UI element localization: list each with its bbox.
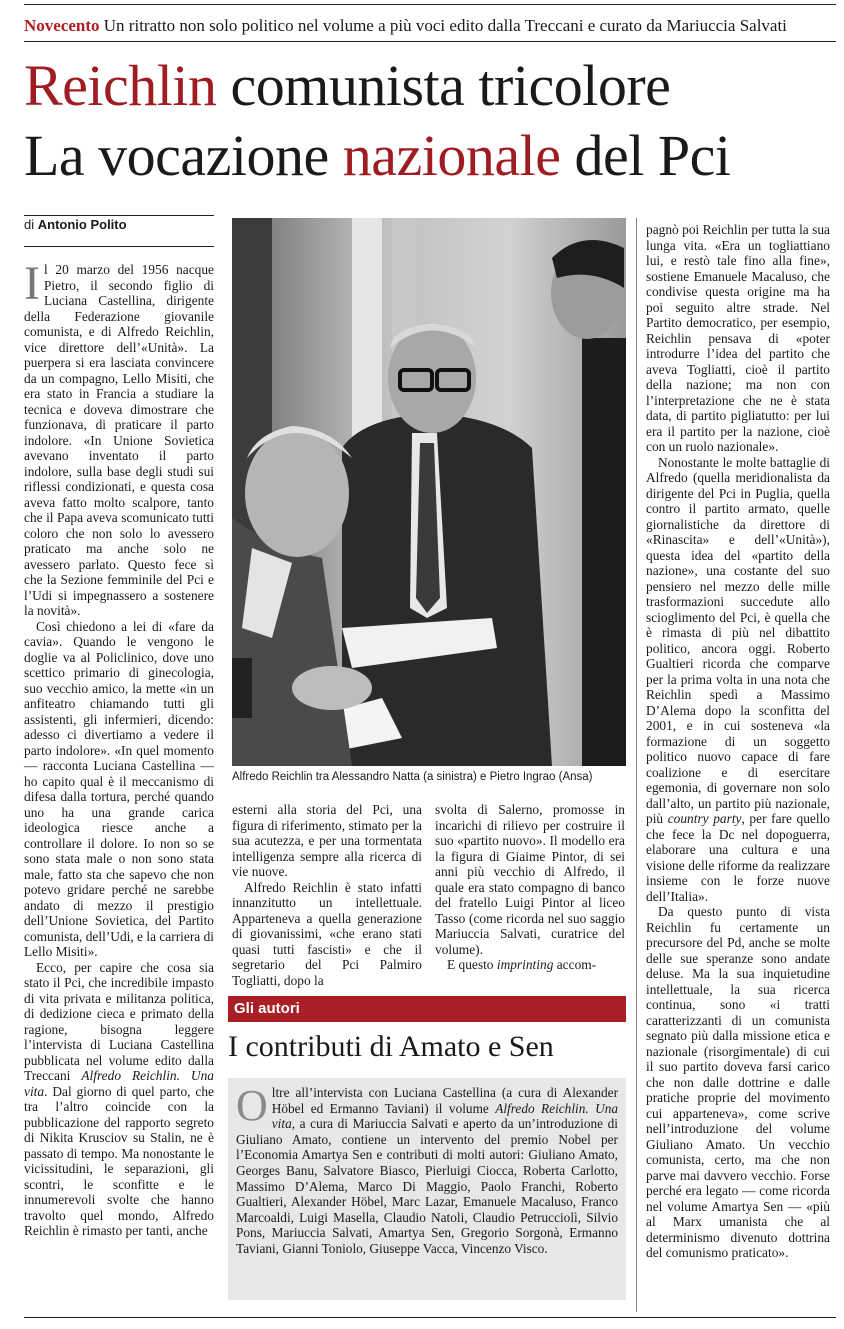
- sidebar-text-b: , a cura di Mariuccia Salvati e aperto da un’introduzione di Giuliano Amato, contiene un intervento del premio Nobel per l’Economia Amartya Sen e contributi di molti autori: Giuliano Amato, Georges Banu, Salvatore Biasco, Pierluigi Ciocca, Roberta Carlotto, Massimo D’Alema, Marco Di Maggio, Paolo Franchi, Roberto Gualtieri, Alexander Höbel, Marc Lazar, Emanuele Macaluso, Franco Marcoaldi, Luigi Masella, Claudio Natoli, Claudio Petrucciolì, Silvio Pons, Mariuccia Salvati, Amartya Sen, Gregorio Sorgonà, Ermanno Taviani, Gianni Toniolo, Giuseppe Vacca, Vincenzo Visco.: [236, 1116, 618, 1256]
- col4-paragraph-2a: Nonostante le molte battaglie di Alfredo (quella meridionalista da dirigente del Pci in Puglia, quella contro il partito armato, quelle giornalistiche da direttore di «Rinascita» e dell’«Unità»), questa idea del «partito della nazione», una costante del suo pensiero nel mezzo delle mille trasformazioni succedute allo scioglimento del Pci, è quella che è rimasta di più nel dibattito politico, ancora oggi. Roberto Gualtieri ricorda che comparve per la prima volta in una nota che Reichlin spedì a Massimo D’Alema dopo la sconfitta del 2001, e in cui sosteneva «la formazione di un soggetto politico nuovo capace di fare coalizione e di esercitare egemonia, di governare non solo dall’alto, un partito più nazionale, più: [646, 454, 830, 826]
- headline-accent-1: Reichlin: [24, 53, 217, 118]
- book-title: Alfredo Reichlin. Una vita: [24, 1068, 214, 1099]
- col4-paragraph-2b: , per fare quello che fece la Dc nel dopoguerra, elaborare una cultura e una visione delle riforme da realizzare insieme con le forze nuove dell’Italia».: [646, 811, 830, 904]
- country-party-term: country party: [667, 811, 742, 826]
- kicker-text: Un ritratto non solo politico nel volume a più voci edito dalla Treccani e curato da Mariuccia Salvati: [103, 16, 787, 35]
- col2-paragraph-2: Alfredo Reichlin è stato infatti innanzitutto un intellettuale. Apparteneva a quella generazione di giovanissimi, «che erano stati quasi tutti fascisti» e che il segretario del Pci Palmiro Togliatti, dopo la: [232, 879, 422, 988]
- headline-start-2: La vocazione: [24, 123, 343, 188]
- col4-paragraph-1: pagnò poi Reichlin per tutta la sua lunga vita. «Era un togliattiano lui, e restò tale fino alla fine», sostiene Emanuele Macaluso, che condivise questa origine ma ha poi seguito altre strade. Nel Partito democratico, per esempio, Reichlin pensava di «poter introdurre l’idea del partito che aveva Togliatti, cioè il partito della nazione; ma non con l’interpretazione che ne è stata data, di partito pigliatutto: per lui era il partito per la nazione, cioè con un ruolo nazionale».: [646, 222, 830, 454]
- byline-author: Antonio Polito: [37, 217, 127, 232]
- headline-end-2: del Pci: [560, 123, 731, 188]
- kicker-rule: [24, 41, 836, 42]
- sidebar-label-bar: Gli autori: [228, 996, 626, 1022]
- headline-accent-2: nazionale: [342, 123, 561, 188]
- article-column-4: [646, 222, 830, 1261]
- sidebar-text: [236, 1081, 618, 1257]
- bottom-rule: [24, 1317, 836, 1318]
- news-photo: [232, 218, 626, 766]
- drop-cap: I: [24, 257, 40, 310]
- article-column-3: [435, 802, 625, 973]
- imprinting-word: imprinting: [496, 957, 554, 972]
- kicker: [24, 16, 836, 36]
- byline-rule-top: [24, 215, 214, 216]
- byline-prefix: di: [24, 217, 35, 232]
- article-column-2: [232, 802, 422, 988]
- col1-paragraph-2: Così chiedono a lei di «fare da cavia». Quando le vengono le doglie va al Policlinico, dove uno scettico primario di ginecologia, suo vecchio amico, la mette «in un anfiteatro chiamando tutti gli assistenti, gli infermieri, dicendo: adesso ci divertiamo a vedere il parto indolore». «In quel momento — racconta Luciana Castellina — ho capito qual è il meccanismo di difesa dalla tortura, perché quando uno ha una grande carica ideologica riesce anche a controllare il dolore. Io non so se sono stata male o non sono stata male, fatto sta che sapevo che non potevo gridare perché ne sarebbe andato di mezzo il prestigio dell’Unione Sovietica, del Partito comunista, dell’Udi, e la carriera di Lello Misiti».: [24, 618, 214, 959]
- sidebar-text-a: ltre all’intervista con Luciana Castellina (a cura di Alexander Höbel ed Ermanno Taviani) il volume: [271, 1085, 618, 1116]
- col2-paragraph-1: esterni alla storia del Pci, una figura di riferimento, stimato per la sua acutezza, e per una tormentata intelligenza sempre alla ricerca di vie nuove.: [232, 802, 422, 879]
- top-rule: [24, 4, 836, 5]
- col4-paragraph-3: Da questo punto di vista Reichlin fu certamente un precursore del Pd, anche se molte delle sue speranze sono andate deluse. Ma la sua inquietudine intellettuale, la sua ricerca continua, sono «i tratti caratterizzanti di un comunista segnato più dalla missione etica e nazionale (risorgimentale) di cui il suo partito doveva farsi carico che non dalle dottrine e dalle pratiche proprie del movimento cui apparteneva», come scrive nell’introduzione del volume Giuliano Amato. Un vecchio comunista, certo, ma che non parve mai davvero vecchio. Forse perché era legato — come ricorda nel volume Amartya Sen — «più al Marx umanista che al determinismo divenuto dottrina del comunismo praticato».: [646, 904, 830, 1260]
- photo-illustration: [232, 218, 626, 766]
- photo-caption: Alfredo Reichlin tra Alessandro Natta (a sinistra) e Pietro Ingrao (Ansa): [232, 771, 593, 783]
- sidebar-book-title: Alfredo Reichlin. Una vita: [271, 1100, 618, 1132]
- headline-line-1: [24, 55, 670, 117]
- headline-line-2: [24, 125, 730, 187]
- col3-paragraph-2b: accom-: [553, 957, 597, 972]
- col1-paragraph-3a: Ecco, per capire che cosa sia stato il Pci, che incredibile impasto di vita privata e militanza politica, di dedizione cieca e primato della ragione, bisogna leggere l’intervista di Luciana Castellina pubblicata nel volume edito dalla Treccani: [24, 959, 214, 1083]
- sidebar-drop-cap: O: [236, 1081, 268, 1130]
- byline-rule-bottom: [24, 246, 214, 247]
- col1-paragraph-1: l 20 marzo del 1956 nacque Pietro, il secondo figlio di Luciana Castellina, dirigente della Federazione giovanile comunista, e di Alfredo Reichlin, vice direttore dell’«Unità». La puerpera si era lasciata convincere da un compagno, Lello Misiti, che era stato in Francia a studiare la tecnica e doveva dimostrare che funzionava, di praticare il parto indolore. «In Unione Sovietica avevano inventato il parto indolore, sulla base degli studi sui riflessi condizionati, e questa cosa aveva fatto molto scalpore, tanto che il Papa aveva scomunicato tutti coloro che non solo lo avessero praticato ma anche solo ne avessero parlato. Questo fece sì che la Sezione femminile del Pci e l’Udi si impegnassero a sostenere la novità».: [24, 262, 214, 618]
- col1-paragraph-3b: . Dal giorno di quel parto, che tra l’altro coincide con la pubblicazione del rapporto segreto di Nikita Krusciov su Stalin, ne è passato di tempo. Ma nonostante le vicissitudini, le separazioni, gli scontri, le sconfitte e le innumerevoli svolte che hanno travolto quel mondo, Alfredo Reichlin è rimasto per tanti, anche: [24, 1083, 214, 1238]
- col3-paragraph-1: svolta di Salerno, promosse in incarichi di rilievo per costruire il suo «partito nuovo». Il modello era la figura di Giaime Pintor, di sei anni più vecchio di Alfredo, il quale era stato compagno di banco del fratello Luigi Pintor al liceo Tasso (come ricorda nel suo saggio Mariuccia Salvati, curatrice del volume).: [435, 802, 625, 957]
- col3-paragraph-2a: E questo: [447, 957, 497, 972]
- kicker-label: Novecento: [24, 16, 100, 35]
- byline: [24, 217, 214, 232]
- column-divider: [636, 218, 637, 1312]
- article-column-1: [24, 257, 214, 1239]
- headline-rest-1: comunista tricolore: [216, 53, 671, 118]
- sidebar-title: I contributi di Amato e Sen: [228, 1030, 554, 1063]
